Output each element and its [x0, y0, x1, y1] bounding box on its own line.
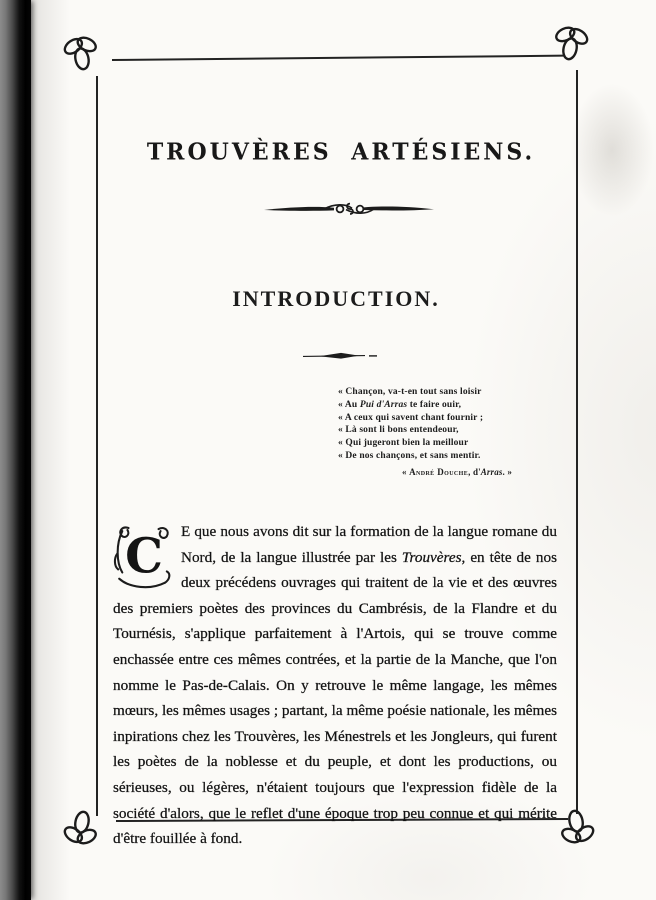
text-segment: « Qui jugeront bien la meillour [338, 438, 469, 449]
epigraph-line [338, 399, 548, 412]
ornate-initial-letter [113, 522, 173, 594]
text-segment: « Au [338, 399, 360, 410]
text-segment: Arras [480, 466, 503, 477]
text-segment: Pui d'Arras [359, 399, 408, 410]
text-segment: « De nos chançons, et sans mentir. [338, 450, 481, 461]
scan-gutter-shadow [0, 0, 31, 900]
title-divider-ornament-icon [264, 200, 434, 218]
text-segment: . » [502, 466, 512, 477]
epigraph [338, 386, 548, 479]
epigraph-line [338, 450, 548, 463]
text-segment: , d' [468, 466, 481, 477]
text-segment: « Chançon, va-t-en tout sans loisir [338, 387, 482, 397]
corner-flourish-icon [550, 23, 592, 65]
frame-rule-top [112, 55, 564, 61]
epigraph-line [338, 412, 548, 425]
text-segment: Trouvères [401, 548, 462, 566]
epigraph-attribution [338, 466, 548, 479]
section-heading: INTRODUCTION. [232, 286, 440, 311]
epigraph-line [338, 437, 548, 450]
body-paragraph-text [113, 523, 557, 847]
section-divider-ornament-icon [303, 348, 379, 358]
corner-flourish-icon [556, 805, 598, 847]
page-title: TROUVÈRES ARTÉSIENS. [146, 137, 536, 167]
epigraph-line [338, 424, 548, 437]
epigraph-line [338, 386, 548, 399]
corner-flourish-icon [60, 33, 102, 75]
frame-rule-right [576, 70, 578, 814]
text-segment: , en tête de nos deux précédens ouvrages qui traitent de la vie et des œuvres des premiers poètes des provinces du Cambrésis, de la Flandre et du Tournésis, s'applique parfaitement à l'Artois, qui se trouve comme enchassée entre ces mêmes contrées, et la partie de la Manche, que l'on nomme le Pas-de-Calais. On y retrouve le même langage, les mêmes mœurs, les mêmes usages ; partant, la même poésie nationale, les mêmes inpirations chez les Trouvères, les Ménestrels et les Jongleurs, qui furent les poètes de la noblesse et du peuple, et dont les productions, ou sérieuses, ou légères, n'étaient toujours que l'expression fidèle de la société d'alors, que le reflet d'une époque trop peu connue et qui mérite d'être fouillée à fond. [113, 548, 557, 848]
frame-rule-left [96, 76, 98, 816]
corner-flourish-icon [60, 806, 102, 848]
text-segment: « [402, 466, 410, 477]
text-segment: André Douche [409, 466, 469, 477]
text-segment: E que nous avons dit sur la formation de la langue romane du Nord, de la langue illustrée par les [181, 523, 557, 566]
text-segment: te faire ouir, [407, 399, 462, 410]
epigraph-lines [338, 386, 548, 463]
text-segment: « Là sont li bons entendeour, [338, 425, 459, 436]
body-paragraph [113, 519, 557, 852]
drop-cap-letter: C [125, 528, 163, 585]
text-segment: « A ceux qui savent chant fournir ; [338, 412, 484, 423]
